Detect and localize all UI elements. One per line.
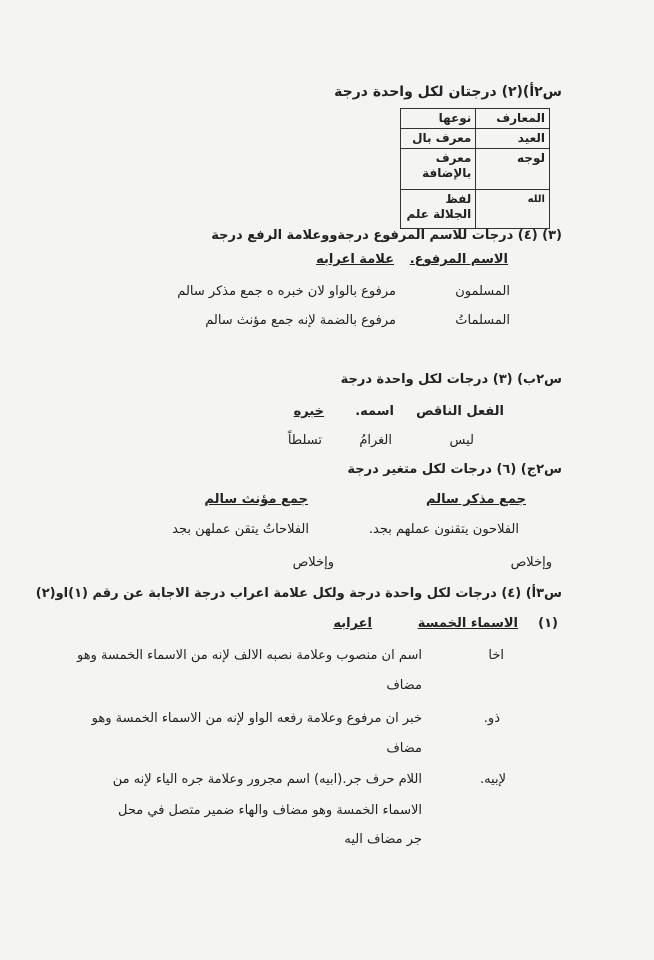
definites-table <box>400 108 550 229</box>
value-subject: الغرامُ <box>359 433 392 448</box>
value-predicate: تسلطاً <box>287 433 322 448</box>
parsing-line: جر مضاف اليه <box>344 832 422 847</box>
sentence-masc-cont: وإخلاص <box>510 555 552 570</box>
parsing-line: مضاف <box>386 741 422 756</box>
sentence-masc: الفلاحون يتقنون عملهم بجد. <box>368 522 519 537</box>
q2b-heading: س٢ب) (٣) درجات لكل واحدة درجة <box>340 372 562 387</box>
table-cell: الله <box>476 190 550 229</box>
table-cell: معرف بالإضافة <box>401 149 476 190</box>
item-number: (١) <box>538 616 558 631</box>
q3a-heading: س٣أ) (٤) درجات لكل واحدة درجة ولكل علامة اعراب درجة الاجابة عن رقم (١)او(٢) <box>35 586 562 601</box>
col-header-masc-plural: جمع مذكر سالم <box>426 492 526 507</box>
table-header-cell: نوعها <box>401 109 476 129</box>
parsing-line: الاسماء الخمسة وهو مضاف والهاء ضمير متصل في محل <box>118 803 422 818</box>
col-header-raised-noun: الاسم المرفوع. <box>409 252 508 267</box>
sentence-fem-cont: وإخلاص <box>292 555 334 570</box>
col-header-subject: اسمه. <box>355 404 394 419</box>
list-item-sign: مرفوع بالضمة لإنه جمع مؤنث سالم <box>205 313 396 328</box>
col-header-parsing: اعرابه <box>333 616 372 631</box>
parsing-line: اللام حرف جر.(ابيه) اسم مجرور وعلامة جره الياء لإنه من <box>112 772 422 787</box>
table-cell: معرف بال <box>401 129 476 149</box>
value-verb: ليس <box>449 433 474 448</box>
table-header-cell: المعارف <box>476 109 550 129</box>
five-noun-item: اخا <box>488 648 504 663</box>
col-header-verb: الفعل الناقص <box>416 404 504 419</box>
q2c-heading: س٢ج) (٦) درجات لكل متغير درجة <box>347 462 562 477</box>
table-row <box>401 190 550 229</box>
part3-heading: (٣) (٤) درجات للاسم المرفوع درجةووعلامة الرفع درجة <box>211 228 562 243</box>
col-header-parse-sign: علامة اعرابه <box>316 252 394 267</box>
table-cell: لوجه <box>476 149 550 190</box>
col-header-predicate: خبره <box>293 404 324 419</box>
sentence-fem: الفلاحاتُ يتقن عملهن بجد <box>172 522 309 537</box>
parsing-line: اسم ان منصوب وعلامة نصبه الالف لإنه من الاسماء الخمسة وهو <box>77 648 422 663</box>
col-header-five-nouns: الاسماء الخمسة <box>417 616 518 631</box>
parsing-line: خبر ان مرفوع وعلامة رفعه الواو لإنه من الاسماء الخمسة وهو <box>91 711 422 726</box>
parsing-line: مضاف <box>386 678 422 693</box>
table-cell: العيد <box>476 129 550 149</box>
table-header-row <box>401 109 550 129</box>
table-row <box>401 149 550 190</box>
table-row <box>401 129 550 149</box>
list-item-noun: المسلمون <box>455 284 510 299</box>
five-noun-item: ذو. <box>483 711 500 726</box>
q2a-heading: س٢أ)(٢) درجتان لكل واحدة درجة <box>334 84 562 100</box>
list-item-sign: مرفوع بالواو لان خبره ه جمع مذكر سالم <box>177 284 396 299</box>
five-noun-item: لإبيه. <box>479 772 506 787</box>
table-cell: لفظ الجلالة علم <box>401 190 476 229</box>
col-header-fem-plural: جمع مؤنث سالم <box>204 492 308 507</box>
list-item-noun: المسلماتُ <box>455 313 510 328</box>
